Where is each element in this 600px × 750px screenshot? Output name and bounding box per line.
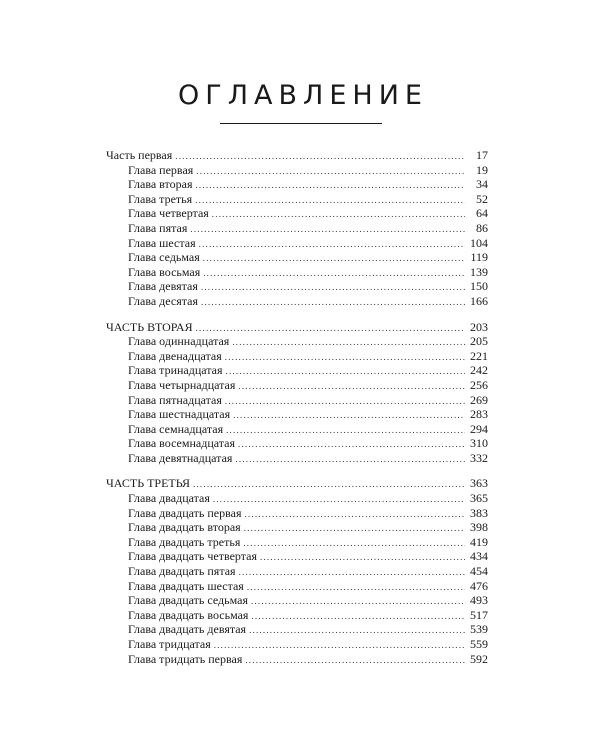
toc-section — [106, 148, 488, 309]
toc-chapter-entry-label: Глава тридцатая — [128, 637, 211, 651]
dot-leader — [233, 408, 465, 423]
toc-chapter-entry-label: Глава шестнадцатая — [128, 407, 231, 422]
dot-leader — [239, 565, 465, 580]
toc-chapter-entry-label: Глава девятая — [128, 279, 198, 294]
toc-chapter-entry[interactable] — [106, 265, 488, 280]
toc-chapter-entry-label: Глава двадцать седьмая — [128, 593, 248, 608]
toc-chapter-entry[interactable] — [106, 422, 488, 437]
toc-chapter-entry[interactable] — [106, 221, 488, 236]
toc-chapter-entry[interactable] — [106, 549, 488, 564]
toc-chapter-entry-label: Глава четырнадцатая — [128, 377, 236, 392]
dot-leader — [213, 492, 465, 507]
toc-chapter-entry-label: Глава двадцать четвертая — [128, 549, 257, 564]
dot-leader — [238, 437, 465, 452]
dot-leader — [196, 164, 465, 179]
dot-leader — [260, 550, 465, 565]
toc-chapter-entry[interactable] — [106, 593, 488, 608]
toc-chapter-entry-label: Глава четвертая — [128, 206, 209, 221]
toc-chapter-entry-label: Глава шестая — [128, 235, 196, 250]
toc-part-entry-label: ЧАСТЬ ТРЕТЬЯ — [106, 476, 191, 491]
dot-leader — [243, 536, 465, 551]
toc-chapter-entry-page-number: 34 — [476, 177, 488, 192]
toc-chapter-entry-page-number: 539 — [470, 622, 488, 637]
dot-leader — [201, 295, 465, 310]
toc-part-entry[interactable] — [106, 476, 488, 491]
toc-chapter-entry-label: Глава двадцать вторая — [128, 520, 241, 535]
toc-chapter-entry[interactable] — [106, 564, 488, 579]
toc-chapter-entry-label: Глава двадцать пятая — [128, 564, 236, 579]
toc-chapter-entry-page-number: 64 — [476, 206, 488, 221]
toc-chapter-entry[interactable] — [106, 407, 488, 422]
toc-chapter-entry[interactable] — [106, 622, 488, 637]
toc-chapter-entry[interactable] — [106, 451, 488, 466]
toc-chapter-entry[interactable] — [106, 363, 488, 378]
dot-leader — [251, 594, 465, 609]
dot-leader — [196, 321, 465, 336]
toc-chapter-entry[interactable] — [106, 177, 488, 192]
toc-chapter-entry[interactable] — [106, 206, 488, 221]
toc-chapter-entry-label: Глава семнадцатая — [128, 421, 224, 436]
toc-chapter-entry-page-number: 383 — [470, 505, 488, 520]
toc-chapter-entry-page-number: 283 — [470, 407, 488, 422]
toc-chapter-entry[interactable] — [106, 279, 488, 294]
toc-part-entry-page-number: 203 — [470, 319, 488, 334]
toc-chapter-entry-page-number: 139 — [470, 264, 488, 279]
toc-chapter-entry-label: Глава вторая — [128, 177, 193, 192]
toc-chapter-entry-page-number: 294 — [470, 421, 488, 436]
toc-chapter-entry-page-number: 104 — [470, 235, 488, 250]
toc-chapter-entry[interactable] — [106, 520, 488, 535]
dot-leader — [212, 207, 465, 222]
toc-chapter-entry-page-number: 493 — [470, 593, 488, 608]
toc-part-entry-label: Часть первая — [106, 148, 173, 162]
dot-leader — [247, 580, 465, 595]
dot-leader — [175, 149, 465, 164]
toc-chapter-entry[interactable] — [106, 250, 488, 265]
toc-chapter-entry-page-number: 398 — [470, 520, 488, 535]
toc-chapter-entry[interactable] — [106, 579, 488, 594]
dot-leader — [238, 379, 465, 394]
dot-leader — [225, 350, 465, 365]
dot-leader — [195, 178, 465, 193]
toc-chapter-entry-label: Глава двадцать шестая — [128, 578, 244, 593]
dot-leader — [235, 452, 465, 467]
toc-chapter-entry[interactable] — [106, 652, 488, 667]
toc-chapter-entry-page-number: 52 — [476, 191, 488, 206]
toc-chapter-entry-label: Глава седьмая — [128, 250, 200, 265]
toc-part-entry[interactable] — [106, 148, 488, 163]
toc-chapter-entry-page-number: 517 — [470, 607, 488, 622]
toc-chapter-entry-label: Глава восьмая — [128, 264, 201, 279]
toc-chapter-entry-label: Глава тринадцатая — [128, 363, 223, 378]
page-title: ОГЛАВЛЕНИЕ — [178, 80, 428, 111]
toc-chapter-entry[interactable] — [106, 637, 488, 652]
dot-leader — [199, 237, 465, 252]
toc-chapter-entry-page-number: 86 — [476, 220, 488, 235]
dot-leader — [226, 423, 465, 438]
toc-chapter-entry-page-number: 269 — [470, 392, 488, 407]
dot-leader — [203, 251, 465, 266]
dot-leader — [244, 521, 465, 536]
toc-part-entry-page-number: 363 — [470, 476, 488, 491]
toc-chapter-entry-label: Глава тридцать первая — [128, 651, 243, 666]
toc-chapter-entry[interactable] — [106, 436, 488, 451]
toc-chapter-entry-label: Глава восемнадцатая — [128, 436, 235, 451]
dot-leader — [232, 335, 465, 350]
toc-part-entry[interactable] — [106, 320, 488, 335]
toc-chapter-entry-page-number: 592 — [470, 651, 488, 666]
toc-chapter-entry[interactable] — [106, 491, 488, 506]
toc-chapter-entry-page-number: 559 — [470, 637, 488, 651]
toc-chapter-entry-label: Глава двадцать девятая — [128, 622, 247, 637]
toc-chapter-entry-page-number: 205 — [470, 334, 488, 349]
toc-chapter-entry-label: Глава двадцать восьмая — [128, 607, 249, 622]
toc-chapter-entry-page-number: 310 — [470, 436, 488, 451]
toc-chapter-entry[interactable] — [106, 506, 488, 521]
dot-leader — [190, 222, 465, 237]
toc-chapter-entry-page-number: 166 — [470, 293, 488, 308]
toc-chapter-entry-page-number: 19 — [476, 162, 488, 177]
table-of-contents — [106, 148, 488, 677]
toc-chapter-entry[interactable] — [106, 349, 488, 364]
toc-section — [106, 320, 488, 466]
toc-chapter-entry[interactable] — [106, 334, 488, 349]
toc-chapter-entry-page-number: 150 — [470, 279, 488, 294]
toc-chapter-entry-page-number: 365 — [470, 491, 488, 506]
toc-chapter-entry[interactable] — [106, 236, 488, 251]
toc-chapter-entry[interactable] — [106, 163, 488, 178]
toc-part-entry-page-number: 17 — [476, 148, 488, 162]
toc-chapter-entry-page-number: 221 — [470, 348, 488, 363]
toc-chapter-entry-label: Глава девятнадцатая — [128, 450, 233, 465]
toc-chapter-entry-page-number: 119 — [470, 250, 488, 265]
dot-leader — [251, 609, 465, 624]
dot-leader — [226, 364, 465, 379]
toc-chapter-entry[interactable] — [106, 393, 488, 408]
toc-chapter-entry-label: Глава десятая — [128, 293, 198, 308]
toc-chapter-entry-page-number: 454 — [470, 564, 488, 579]
dot-leader — [249, 623, 465, 638]
toc-chapter-entry-page-number: 419 — [470, 534, 488, 549]
dot-leader — [195, 193, 465, 208]
toc-chapter-entry[interactable] — [106, 192, 488, 207]
toc-chapter-entry-label: Глава двадцать первая — [128, 505, 242, 520]
dot-leader — [214, 638, 465, 653]
toc-chapter-entry-label: Глава двенадцатая — [128, 348, 222, 363]
dot-leader — [245, 653, 465, 668]
toc-section — [106, 476, 488, 666]
toc-chapter-entry[interactable] — [106, 294, 488, 309]
toc-chapter-entry-label: Глава двадцать третья — [128, 534, 241, 549]
toc-chapter-entry-page-number: 476 — [470, 578, 488, 593]
dot-leader — [225, 394, 465, 409]
toc-chapter-entry-page-number: 434 — [470, 549, 488, 564]
toc-chapter-entry-label: Глава пятнадцатая — [128, 392, 222, 407]
toc-chapter-entry-page-number: 256 — [470, 377, 488, 392]
toc-chapter-entry[interactable] — [106, 535, 488, 550]
toc-chapter-entry-label: Глава двадцатая — [128, 491, 210, 506]
toc-chapter-entry[interactable] — [106, 608, 488, 623]
toc-chapter-entry-label: Глава пятая — [128, 220, 188, 235]
dot-leader — [203, 266, 465, 281]
dot-leader — [201, 280, 465, 295]
toc-part-entry-label: ЧАСТЬ ВТОРАЯ — [106, 319, 193, 334]
toc-chapter-entry-label: Глава одиннадцатая — [128, 334, 230, 349]
toc-chapter-entry-label: Глава третья — [128, 191, 193, 206]
dot-leader — [193, 477, 465, 492]
toc-chapter-entry-label: Глава первая — [128, 162, 194, 177]
dot-leader — [244, 507, 465, 522]
toc-chapter-entry-page-number: 332 — [470, 450, 488, 465]
toc-chapter-entry-page-number: 242 — [470, 363, 488, 378]
toc-chapter-entry[interactable] — [106, 378, 488, 393]
title-divider — [220, 123, 382, 124]
